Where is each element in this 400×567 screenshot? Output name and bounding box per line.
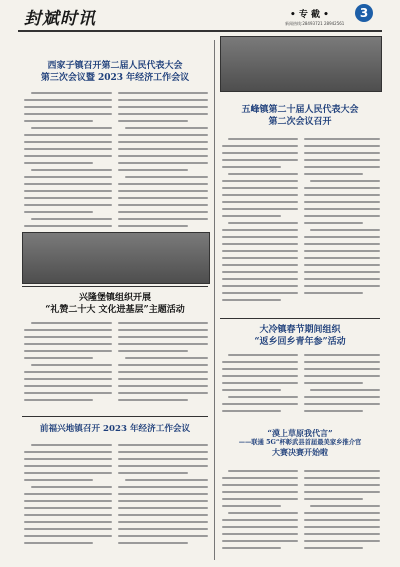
article-3-body-col2	[118, 322, 208, 410]
page-number-badge: 3	[355, 4, 373, 22]
newspaper-logo: 封斌时讯	[24, 9, 96, 29]
article-1-headline	[22, 60, 208, 84]
article-3-body	[24, 322, 112, 410]
article-6-body-col2	[118, 444, 208, 560]
section-rule	[220, 318, 380, 319]
headline-line: 大冷镇春节期间组织	[259, 325, 341, 335]
column-separator	[214, 40, 215, 560]
masthead	[0, 0, 400, 30]
article-5-body-col2	[304, 470, 380, 560]
headline-line: 西家子镇召开第二届人民代表大会	[47, 61, 183, 71]
article-2-headline	[220, 104, 380, 128]
article-4-headline	[220, 324, 380, 348]
headline-line: 前福兴地镇召开 2023 年经济工作会议	[39, 424, 191, 434]
headline-line: “漠上草原我代言”	[267, 428, 333, 438]
headline-line: ——联通 5G“杯彰武县首届最美家乡推介官	[238, 438, 362, 446]
headline-line: 兴隆堡镇组织开展	[78, 293, 151, 303]
headline-line: 五峰镇第二十届人民代表大会	[241, 105, 359, 115]
article-4-body	[222, 354, 298, 420]
article-4-body-col2	[304, 354, 380, 420]
section-rule	[22, 416, 208, 417]
culture-event-photo	[22, 232, 210, 284]
meeting-photo	[220, 36, 382, 92]
headline-line: “返乡回乡青年参”活动	[254, 337, 346, 348]
article-2-body-col2	[304, 138, 380, 318]
article-3-headline	[22, 292, 208, 316]
masthead-rule	[18, 30, 382, 32]
section-rule	[22, 286, 208, 287]
headline-line: 大赛决赛开始啦	[272, 447, 328, 458]
section-label: • 专 截 •	[290, 10, 329, 20]
article-5-headline	[220, 428, 380, 458]
hotline-text: 新闻热线:28493721 28942561	[285, 21, 345, 26]
headline-line: 第二次会议召开	[268, 117, 332, 128]
headline-line: 第三次会议暨 2023 年经济工作会议	[40, 73, 190, 84]
article-5-body	[222, 470, 298, 560]
article-6-headline	[22, 424, 208, 436]
headline-line: “礼赞二十大 文化进基层”主题活动	[45, 305, 185, 316]
article-2-body	[222, 138, 298, 318]
article-6-body	[24, 444, 112, 560]
